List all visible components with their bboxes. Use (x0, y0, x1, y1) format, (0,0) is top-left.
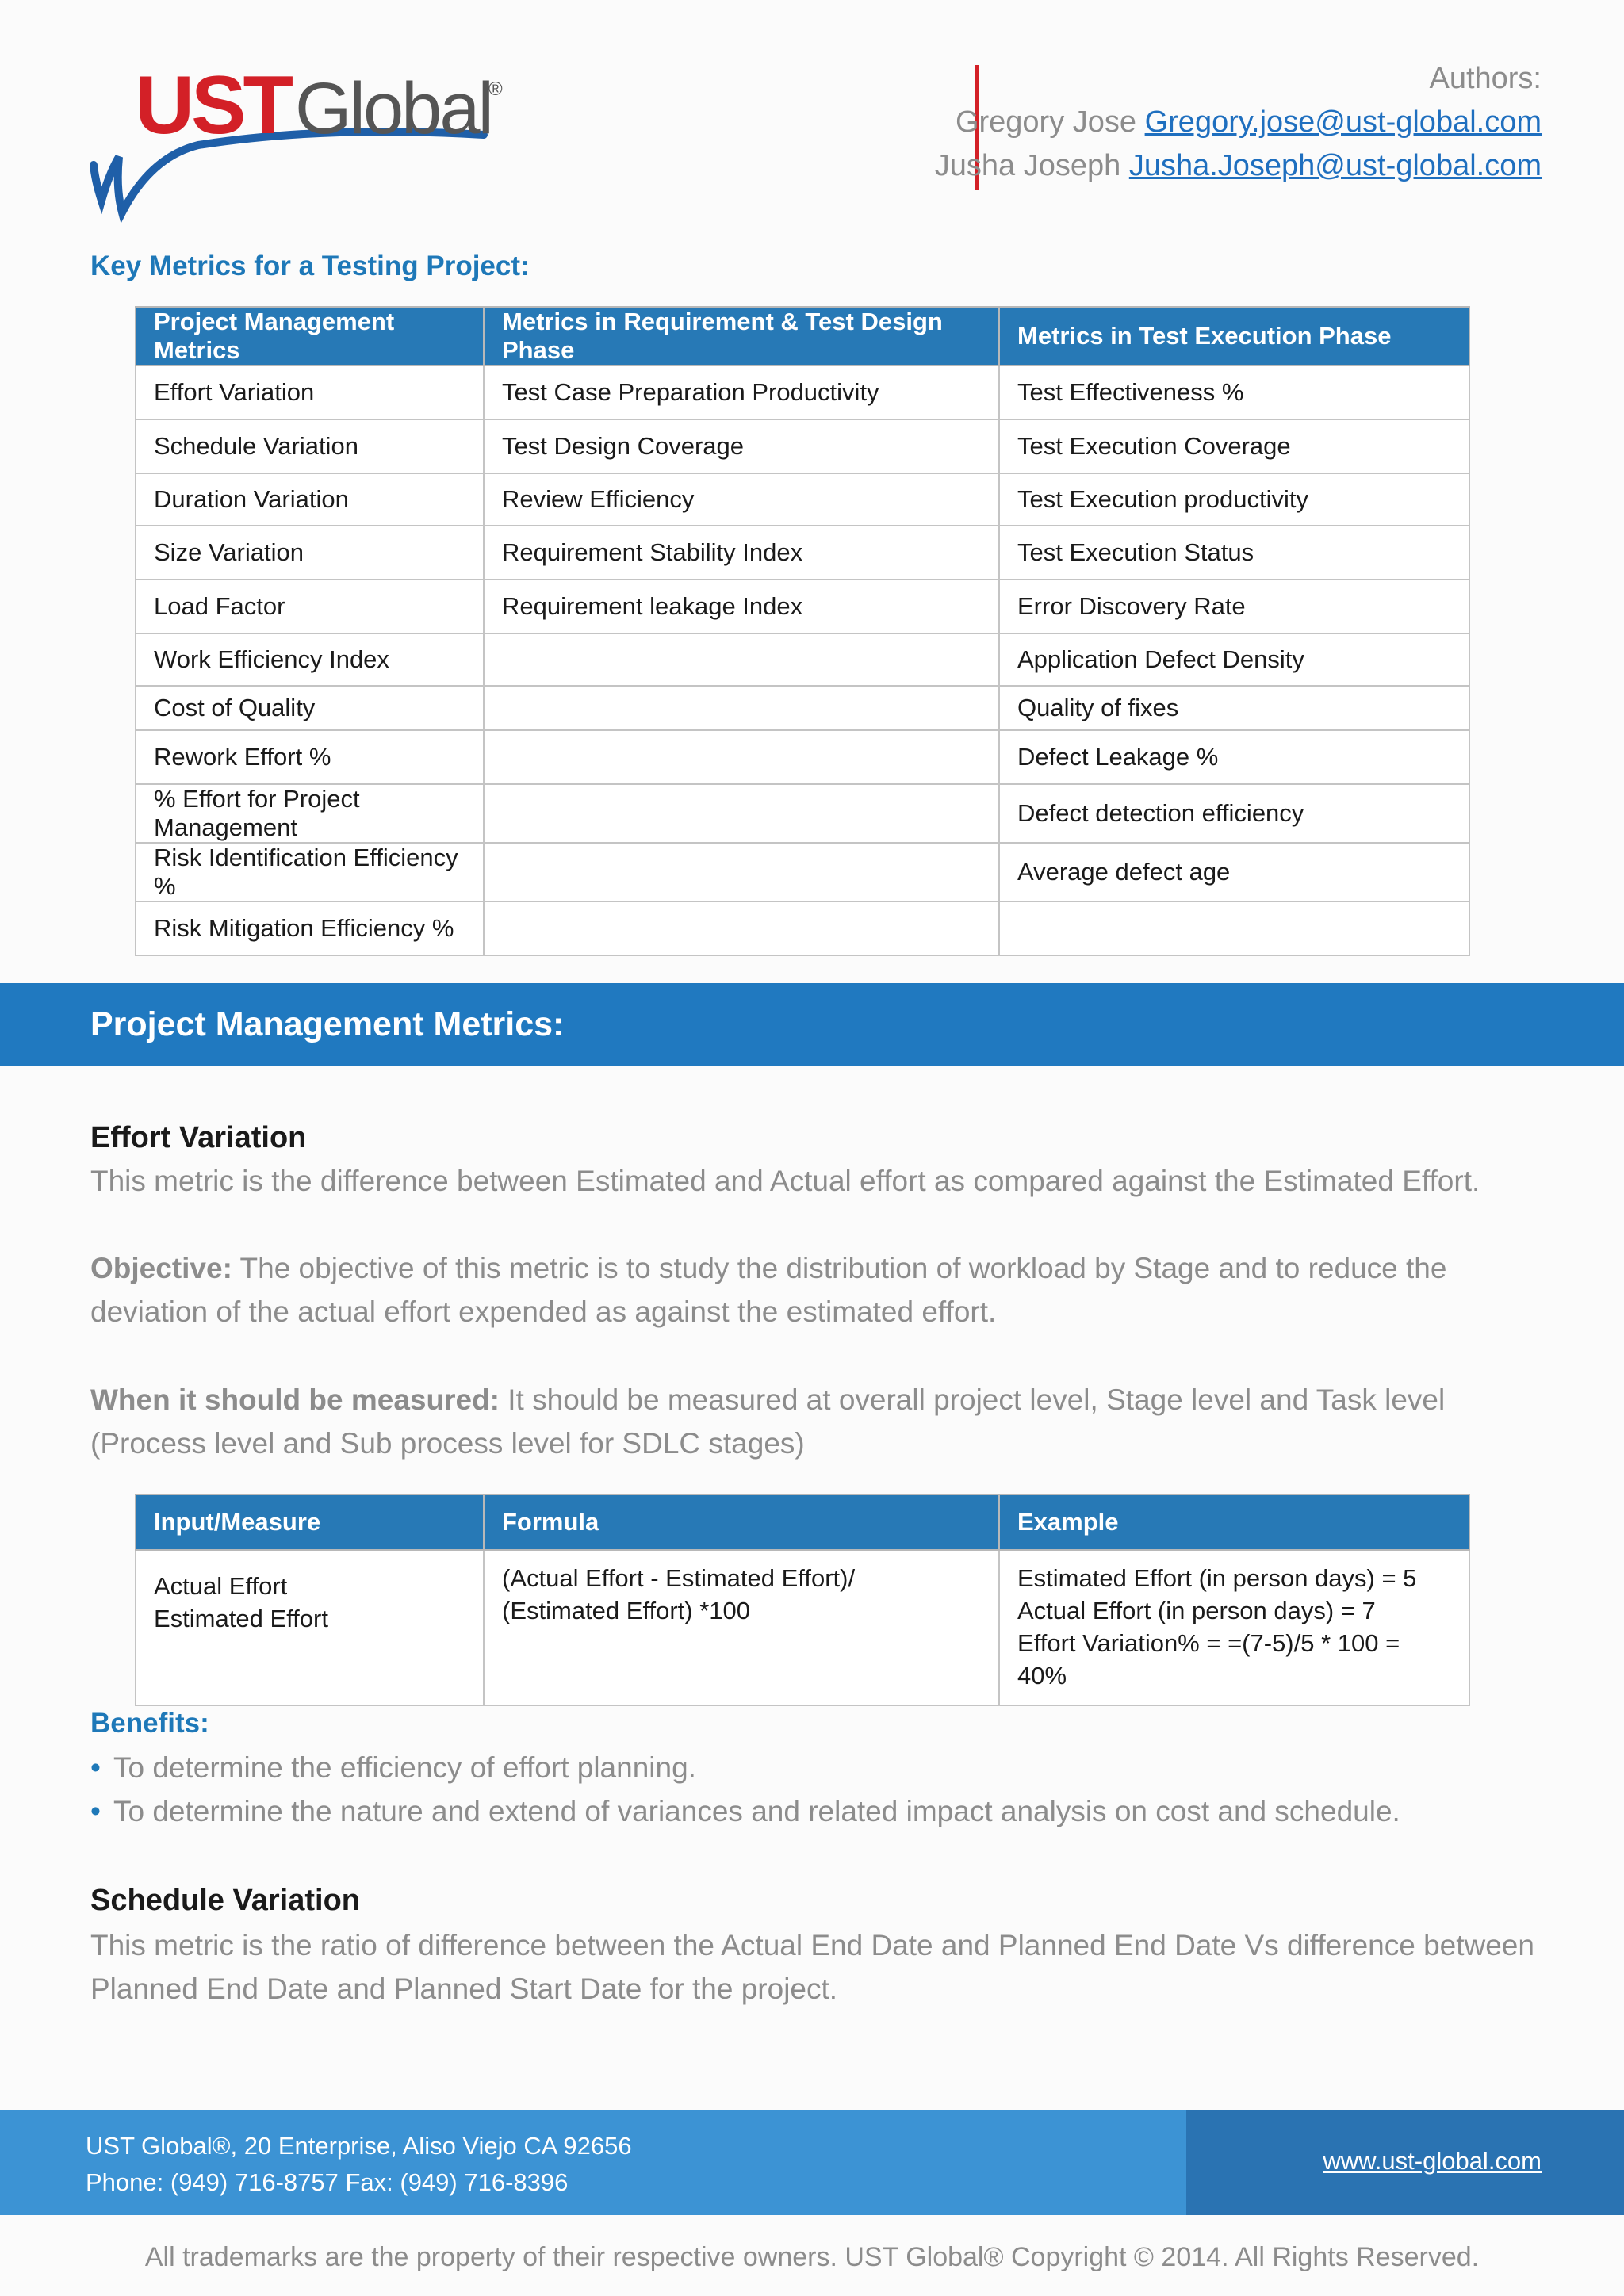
table-header-row (136, 307, 1469, 365)
formula-cell (484, 1550, 999, 1705)
copyright-notice: All trademarks are the property of their respective owners. UST Global® Copyright © 2014. All Rights Reserved. (144, 2242, 1480, 2272)
table-cell: % Effort for Project Management (136, 784, 484, 843)
footer-bar (0, 2110, 1624, 2215)
author-email-link[interactable]: Gregory.jose@ust-global.com (1144, 105, 1542, 139)
svg-text:UST: UST (135, 62, 290, 151)
table-cell: Load Factor (136, 580, 484, 633)
metrics-table-body (136, 365, 1469, 955)
effort-variation-heading: Effort Variation (90, 1121, 307, 1154)
cell-line: (Actual Effort - Estimated Effort)/ (502, 1564, 856, 1592)
formula-table (135, 1494, 1470, 1706)
list-item: • To determine the nature and extend of variances and related impact analysis on cost and schedule. (90, 1789, 1400, 1833)
table-cell: Requirement Stability Index (484, 526, 999, 580)
schedule-variation-description: This metric is the ratio of difference between the Actual End Date and Planned End Date Vs difference between Planned End Date and Planned Start Date for the project. (90, 1929, 1534, 2005)
footer-address-block (86, 2128, 632, 2201)
table-cell: Test Design Coverage (484, 419, 999, 473)
column-header: Metrics in Requirement & Test Design Phase (484, 307, 999, 365)
table-cell: Application Defect Density (999, 633, 1469, 686)
table-row (136, 686, 1469, 730)
svg-text:Global: Global (295, 68, 492, 149)
objective-label: Objective: (90, 1252, 232, 1284)
cell-line: Actual Effort (154, 1572, 288, 1600)
section-banner (0, 983, 1624, 1066)
table-cell: Schedule Variation (136, 419, 484, 473)
column-header: Project Management Metrics (136, 307, 484, 365)
table-row (136, 580, 1469, 633)
table-cell: Risk Mitigation Efficiency % (136, 901, 484, 955)
key-metrics-table (135, 306, 1470, 956)
cell-line: Estimated Effort (in person days) = 5 (1017, 1564, 1417, 1592)
effort-variation-description: This metric is the difference between Estimated and Actual effort as compared against the Estimated Effort. (90, 1165, 1480, 1197)
table-row (136, 419, 1469, 473)
list-item: • To determine the efficiency of effort planning. (90, 1746, 1400, 1789)
input-measure-cell (136, 1550, 484, 1705)
key-metrics-title: Key Metrics for a Testing Project: (90, 251, 530, 281)
benefits-heading: Benefits: (90, 1708, 209, 1739)
objective-text: The objective of this metric is to study the distribution of workload by Stage and to reduce the deviation of the actual effort expended as against the estimated effort. (90, 1252, 1447, 1328)
table-row (136, 526, 1469, 580)
footer-address: UST Global®, 20 Enterprise, Aliso Viejo CA 92656 (86, 2132, 632, 2160)
table-cell: Test Execution Coverage (999, 419, 1469, 473)
footer-phone: Phone: (949) 716-8757 Fax: (949) 716-8396 (86, 2168, 569, 2196)
author-row (935, 144, 1542, 188)
table-cell: Error Discovery Rate (999, 580, 1469, 633)
authors-block (935, 57, 1542, 188)
table-cell (484, 901, 999, 955)
website-link[interactable]: www.ust-global.com (1323, 2147, 1542, 2175)
table-cell: Defect detection efficiency (999, 784, 1469, 843)
table-cell: Risk Identification Efficiency % (136, 843, 484, 901)
table-cell: Review Efficiency (484, 473, 999, 526)
table-cell: Quality of fixes (999, 686, 1469, 730)
table-cell: Rework Effort % (136, 730, 484, 784)
table-row (136, 784, 1469, 843)
cell-line: Estimated Effort (154, 1605, 328, 1632)
table-row (136, 1550, 1469, 1705)
table-cell (484, 730, 999, 784)
table-cell: Cost of Quality (136, 686, 484, 730)
table-cell (484, 686, 999, 730)
author-row (935, 101, 1542, 144)
svg-text:®: ® (488, 78, 503, 100)
objective-paragraph (90, 1246, 1542, 1334)
table-row (136, 843, 1469, 901)
benefits-list (90, 1746, 1400, 1833)
column-header: Input/Measure (136, 1494, 484, 1550)
column-header: Example (999, 1494, 1469, 1550)
table-row (136, 633, 1469, 686)
when-measured-text: It should be measured at overall project level, Stage level and Task level (Process level and Sub process level for SDLC stages) (90, 1383, 1446, 1460)
table-row (136, 365, 1469, 419)
table-cell: Duration Variation (136, 473, 484, 526)
table-cell: Defect Leakage % (999, 730, 1469, 784)
table-row (136, 901, 1469, 955)
author-email-link[interactable]: Jusha.Joseph@ust-global.com (1128, 149, 1542, 182)
cell-line: (Estimated Effort) *100 (502, 1597, 751, 1624)
author-name: Gregory Jose (955, 105, 1137, 139)
when-measured-label: When it should be measured: (90, 1383, 500, 1416)
schedule-variation-heading: Schedule Variation (90, 1884, 360, 1917)
table-cell: Test Case Preparation Productivity (484, 365, 999, 419)
column-header: Formula (484, 1494, 999, 1550)
table-row (136, 730, 1469, 784)
authors-label: Authors: (1429, 62, 1542, 95)
column-header: Metrics in Test Execution Phase (999, 307, 1469, 365)
table-cell: Test Execution productivity (999, 473, 1469, 526)
banner-title: Project Management Metrics: (90, 1005, 565, 1043)
author-name: Jusha Joseph (934, 149, 1121, 182)
table-cell: Size Variation (136, 526, 484, 580)
table-cell (484, 784, 999, 843)
table-cell: Effort Variation (136, 365, 484, 419)
table-header-row (136, 1494, 1469, 1550)
company-logo (87, 62, 531, 224)
cell-line: Actual Effort (in person days) = 7 (1017, 1597, 1376, 1624)
when-measured-paragraph (90, 1378, 1542, 1465)
table-cell: Requirement leakage Index (484, 580, 999, 633)
table-cell: Work Efficiency Index (136, 633, 484, 686)
table-row (136, 473, 1469, 526)
table-cell (484, 843, 999, 901)
example-cell (999, 1550, 1469, 1705)
cell-line: Effort Variation% = =(7-5)/5 * 100 = 40% (1017, 1629, 1400, 1689)
table-cell (484, 633, 999, 686)
table-cell (999, 901, 1469, 955)
table-cell: Average defect age (999, 843, 1469, 901)
table-cell: Test Execution Status (999, 526, 1469, 580)
table-cell: Test Effectiveness % (999, 365, 1469, 419)
